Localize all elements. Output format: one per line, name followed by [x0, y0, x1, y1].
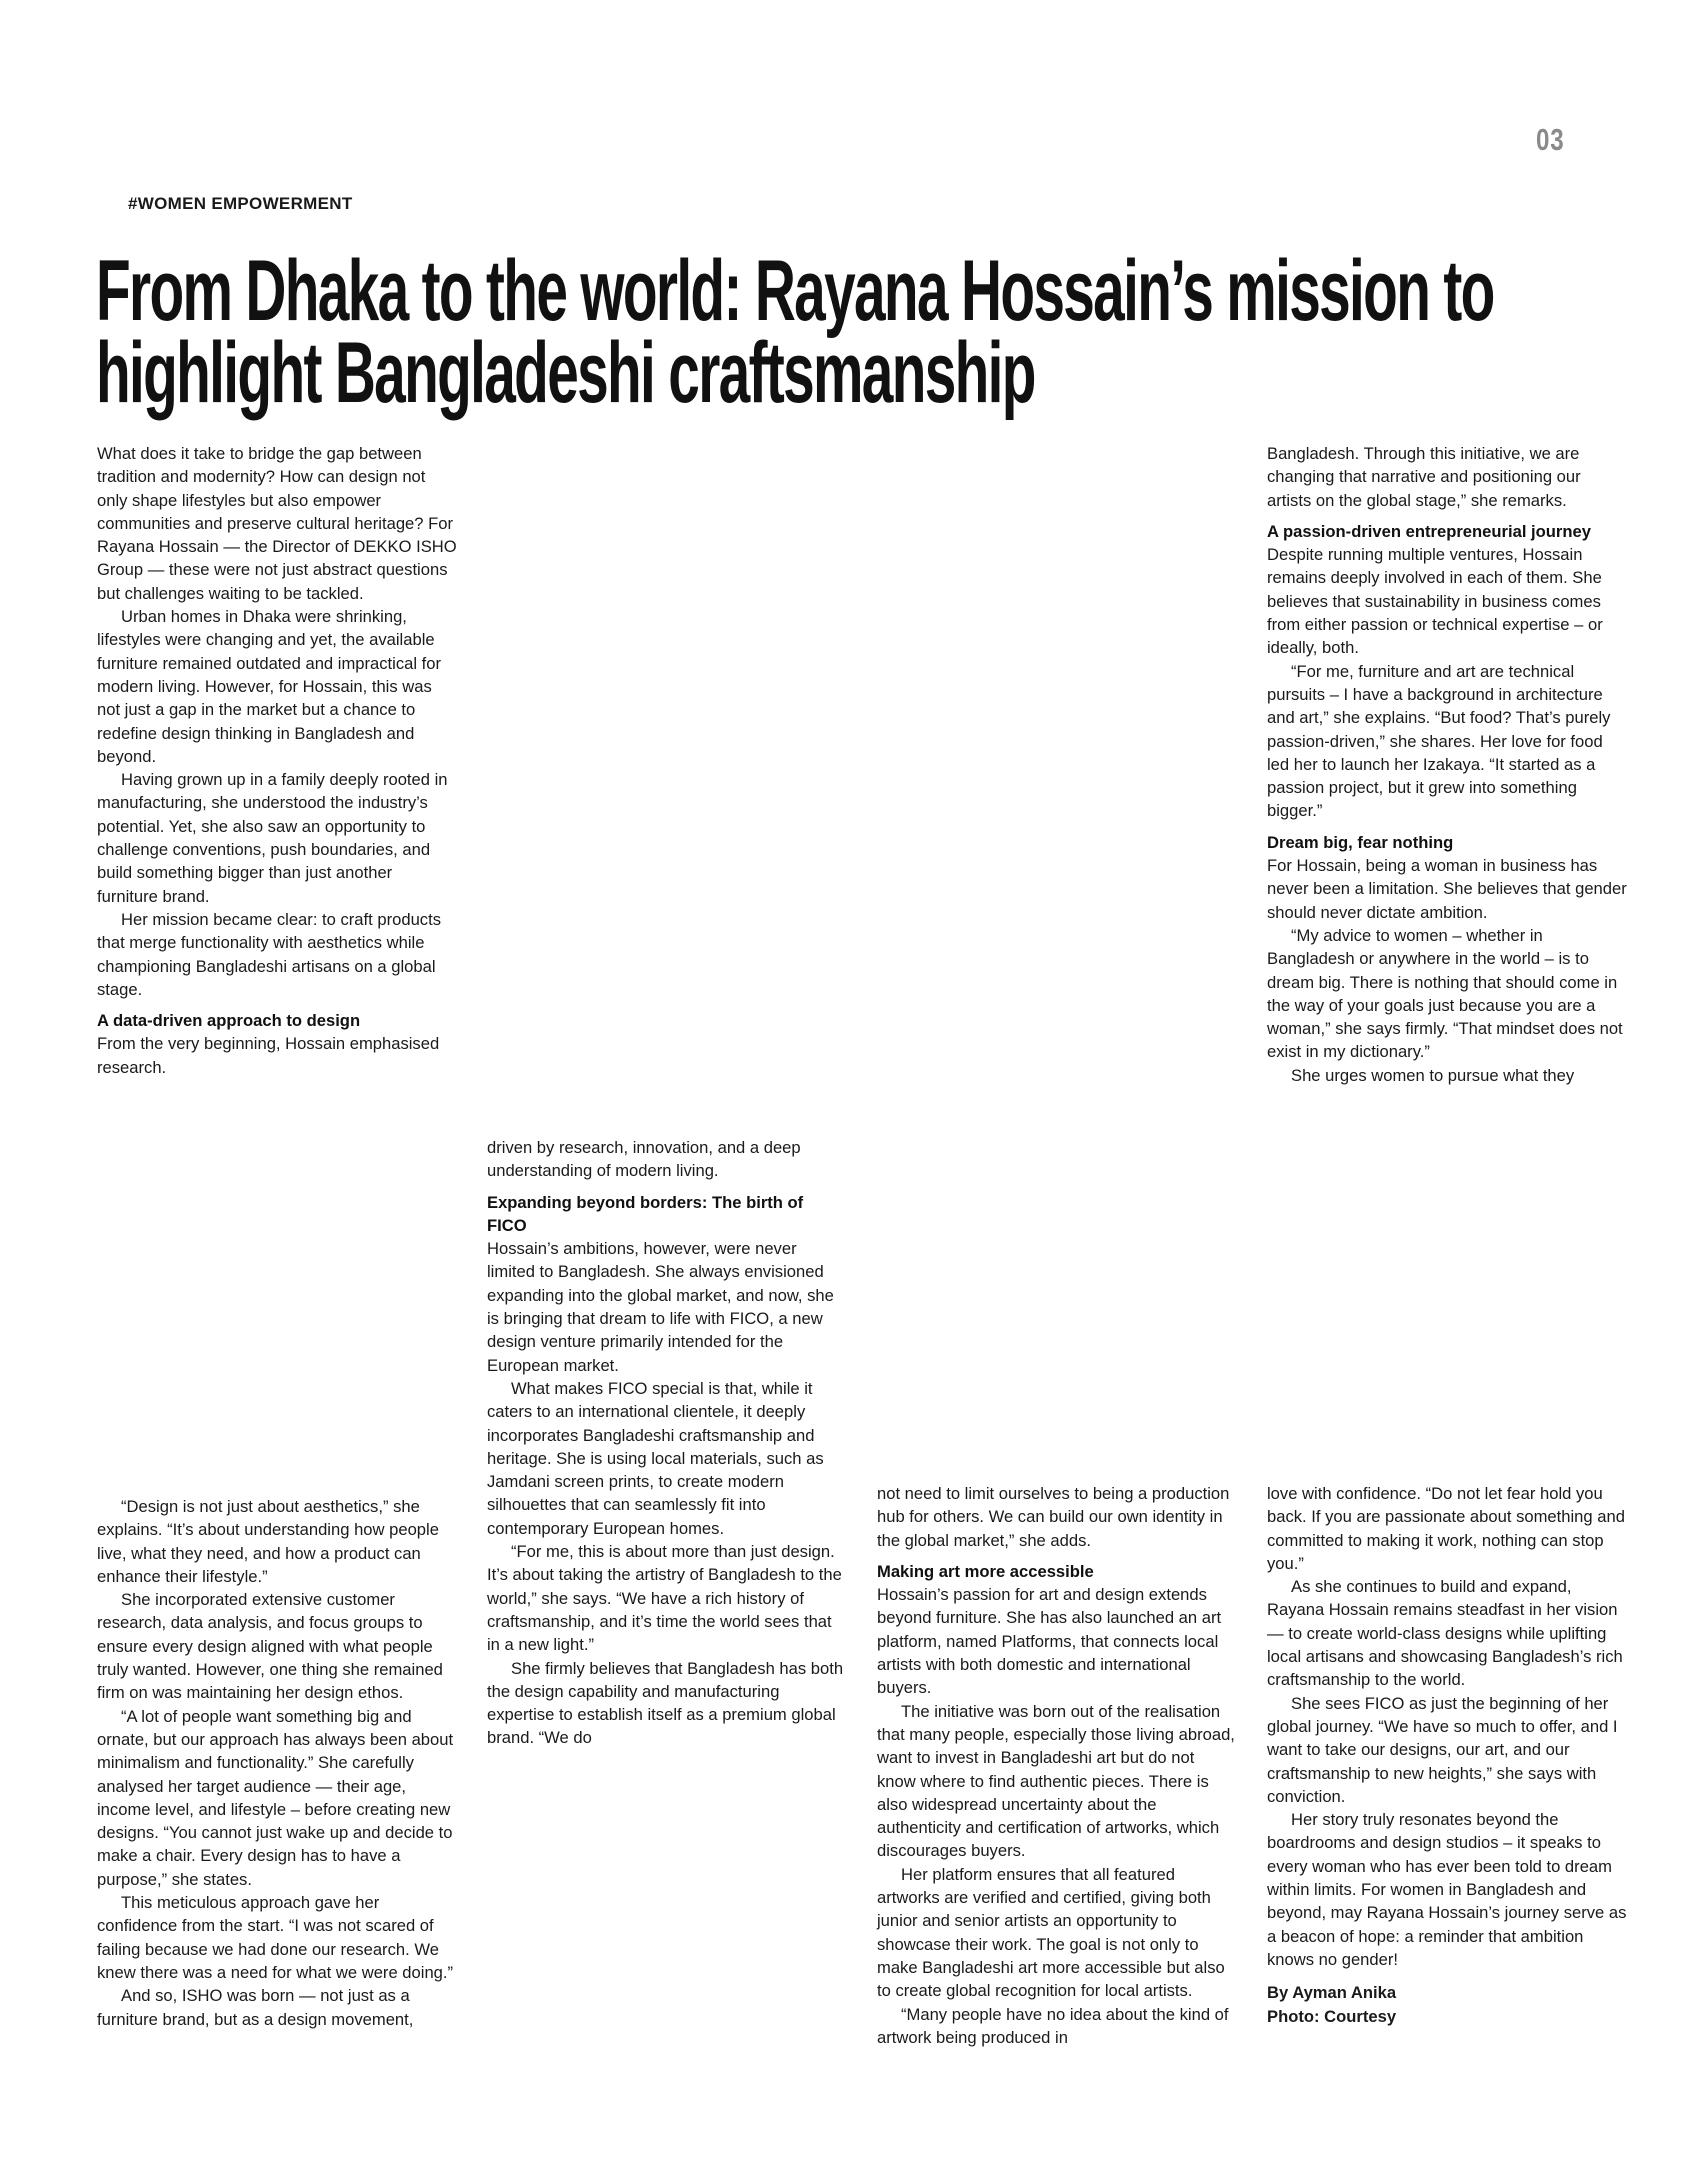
article-column-3 [877, 1482, 1237, 2049]
paragraph: not need to limit ourselves to being a production hub for others. We can build our own identity in the global market,” she adds. [877, 1484, 1230, 1550]
headline [96, 243, 1494, 421]
paragraph: Her mission became clear: to craft products that merge functionality with aesthetics while championing Bangladeshi artisans on a global stage. [97, 909, 442, 999]
paragraph: She sees FICO as just the beginning of her global journey. “We have so much to offer, and I want to take our designs, our art, and our craftsmanship to new heights,” she says with conviction. [1267, 1693, 1618, 1806]
section-tag: #WOMEN EMPOWERMENT [128, 194, 353, 213]
paragraph: Having grown up in a family deeply rooted in manufacturing, she understood the industry’s potential. Yet, she also saw an opportunity to challenge conventions, push boundaries, and build something bigger than just another furniture brand. [97, 770, 448, 906]
paragraph: “Many people have no idea about the kind of artwork being produced in [877, 2004, 1229, 2047]
paragraph: And so, ISHO was born — not just as a furniture brand, but as a design movement, [97, 1986, 414, 2029]
paragraph: What makes FICO special is that, while it caters to an international clientele, it deeply incorporates Bangladeshi craftsmanship and heritage. She is using local materials, such as Jamdani screen prints, to create modern silhouettes that can seamlessly fit into contemporary European homes. [487, 1378, 824, 1538]
subheading: Making art more accessible [877, 1561, 1094, 1581]
paragraph: She urges women to pursue what they [1291, 1065, 1575, 1085]
article-column-4-bottom [1267, 1482, 1627, 2028]
paragraph: What does it take to bridge the gap between tradition and modernity? How can design not only shape lifestyles but also empower communities and preserve cultural heritage? For Rayana Hossain — the Director of DEKKO ISHO Group — these were not just abstract questions but challenges waiting to be tackled. [97, 444, 457, 603]
paragraph: This meticulous approach gave her confidence from the start. “I was not scared of failing because we had done our research. We knew there was a need for what we were doing.” [97, 1893, 454, 1982]
article-column-1-bottom [97, 1495, 457, 2031]
paragraph: love with confidence. “Do not let fear hold you back. If you are passionate about something and committed to making it work, nothing can stop you.” [1267, 1484, 1625, 1573]
paragraph: driven by research, innovation, and a deep understanding of modern living. [487, 1138, 801, 1181]
paragraph: Her story truly resonates beyond the boardrooms and design studios – it speaks to every woman who has ever been told to dream within limits. For women in Bangladesh and beyond, may Rayana Hossain’s journey serve as a beacon of hope: a reminder that ambition knows no gender! [1267, 1810, 1627, 1969]
paragraph: Despite running multiple ventures, Hossain remains deeply involved in each of them. She believes that sustainability in business comes from either passion or technical expertise – or ideally, both. [1267, 545, 1603, 658]
paragraph: Hossain’s ambitions, however, were never limited to Bangladesh. She always envisioned expanding into the global market, and now, she is bringing that dream to life with FICO, a new design venture primarily intended for the European market. [487, 1239, 834, 1375]
paragraph: From the very beginning, Hossain emphasised research. [97, 1034, 440, 1077]
article-column-4-top [1267, 442, 1627, 1087]
photo-credit: Photo: Courtesy [1267, 2006, 1397, 2026]
subheading: Expanding beyond borders: The birth of FICO [487, 1192, 804, 1235]
paragraph: “For me, furniture and art are technical pursuits – I have a background in architecture and art,” she explains. “But food? That’s purely passion-driven,” she shares. Her love for food led her to launch her Izakaya. “It started as a passion project, but it grew into something bigger.” [1267, 661, 1611, 821]
subheading: Dream big, fear nothing [1267, 832, 1454, 852]
paragraph: “For me, this is about more than just design. It’s about taking the artistry of Bangladesh to the world,” she says. “We have a rich history of craftsmanship, and it’s time the world sees that in a new light.” [487, 1542, 842, 1655]
paragraph: For Hossain, being a woman in business has never been a limitation. She believes that gender should never dictate ambition. [1267, 856, 1627, 922]
paragraph: “My advice to women – whether in Bangladesh or anywhere in the world – is to dream big. There is nothing that should come in the way of your goals just because you are a woman,” she says firmly. “That mindset does not exist in my dictionary.” [1267, 925, 1623, 1062]
paragraph: She firmly believes that Bangladesh has both the design capability and manufacturing expertise to establish itself as a premium global brand. “We do [487, 1658, 844, 1748]
subheading: A data-driven approach to design [97, 1011, 361, 1031]
byline: By Ayman Anika [1267, 1983, 1397, 2003]
headline-line-2: highlight Bangladeshi craftsmanship [96, 325, 1035, 421]
headline-line-1: From Dhaka to the world: Rayana Hossain’s mission to [96, 243, 1494, 339]
page-number: 03 [1536, 122, 1565, 157]
paragraph: “Design is not just about aesthetics,” she explains. “It’s about understanding how people live, what they need, and how a product can enhance their lifestyle.” [97, 1497, 439, 1586]
subheading: A passion-driven entrepreneurial journey [1267, 521, 1591, 541]
paragraph: Bangladesh. Through this initiative, we are changing that narrative and positioning our artists on the global stage,” she remarks. [1267, 444, 1581, 510]
paragraph: As she continues to build and expand, Rayana Hossain remains steadfast in her vision — to create world-class designs while uplifting local artisans and showcasing Bangladesh’s rich craftsmanship to the world. [1267, 1577, 1623, 1690]
paragraph: The initiative was born out of the realisation that many people, especially those living abroad, want to invest in Bangladeshi art but do not know where to find authentic pieces. There is also widespread uncertainty about the authenticity and certification of artworks, which discourages buyers. [877, 1701, 1235, 1861]
paragraph: Hossain’s passion for art and design extends beyond furniture. She has also launched an art platform, named Platforms, that connects local artists with both domestic and international buyers. [877, 1585, 1222, 1698]
article-column-1-top [97, 442, 457, 1079]
paragraph: Her platform ensures that all featured artworks are verified and certified, giving both junior and senior artists an opportunity to showcase their work. The goal is not only to make Bangladeshi art more accessible but also to create global recognition for local artists. [877, 1864, 1225, 2001]
paragraph: Urban homes in Dhaka were shrinking, lifestyles were changing and yet, the available furniture remained outdated and impractical for modern living. However, for Hossain, this was not just a gap in the market but a chance to redefine design thinking in Bangladesh and beyond. [97, 607, 442, 766]
paragraph: “A lot of people want something big and ornate, but our approach has always been about minimalism and functionality.” She carefully analysed her target audience — their age, income level, and lifestyle – before creating new designs. “You cannot just wake up and decide to make a chair. Every design has to have a purpose,” she states. [97, 1706, 454, 1889]
paragraph: She incorporated extensive customer research, data analysis, and focus groups to ensure every design aligned with what people truly wanted. However, one thing she remained firm on was maintaining her design ethos. [97, 1590, 443, 1703]
article-column-2 [487, 1136, 847, 1750]
